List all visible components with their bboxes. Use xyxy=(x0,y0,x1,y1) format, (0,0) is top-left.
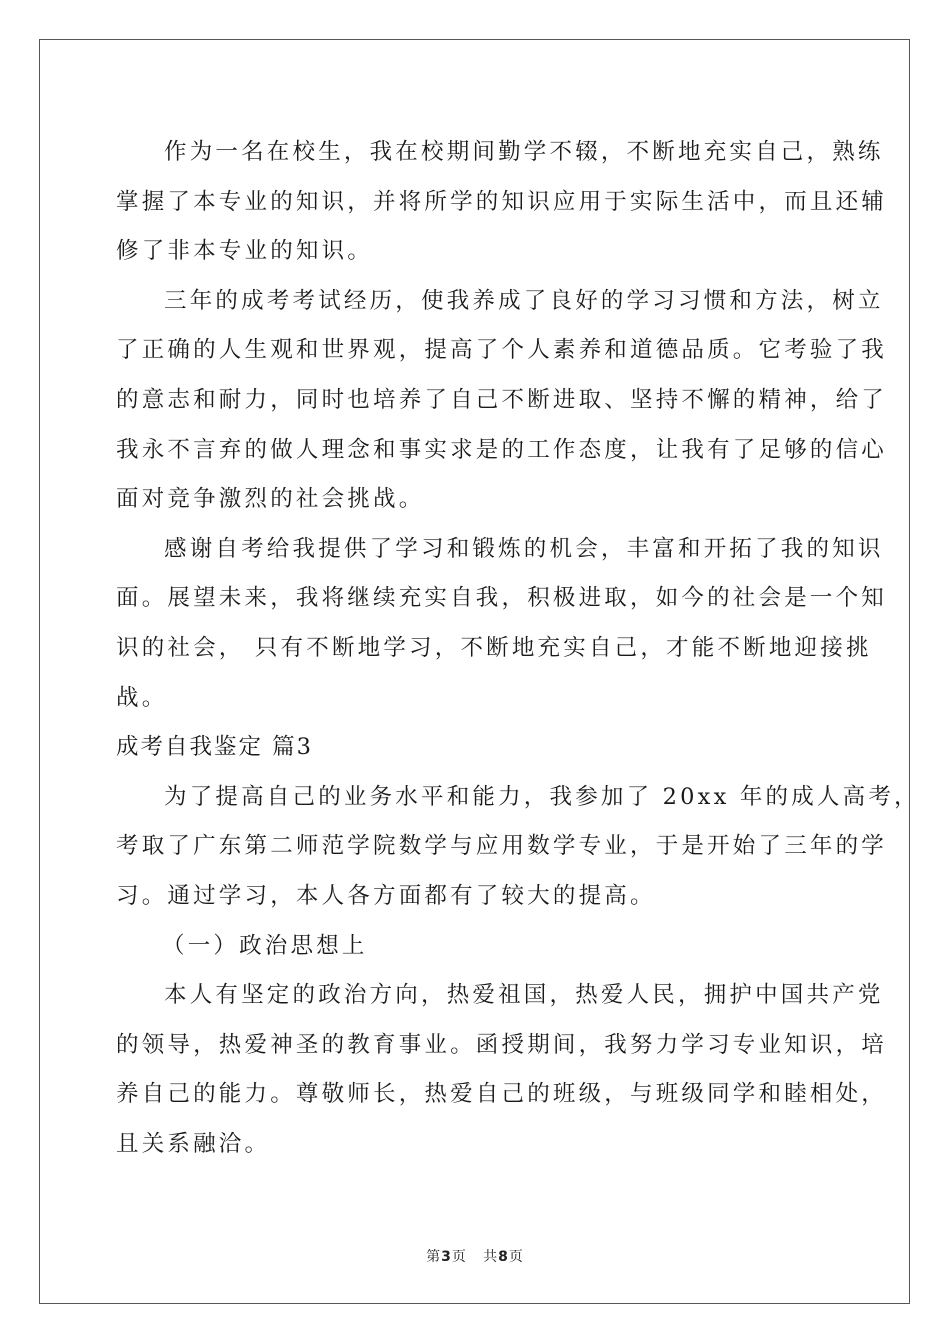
page-footer xyxy=(0,1246,950,1266)
paragraph-line: 习。通过学习，本人各方面都有了较大的提高。 xyxy=(116,882,656,909)
paragraph-line: 本人有坚定的政治方向，热爱祖国，热爱人民，拥护中国共产党 xyxy=(164,982,884,1009)
paragraph-line: 为了提高自己的业务水平和能力，我参加了 20xx 年的成人高考， xyxy=(164,783,920,810)
total-label-prefix: 共 xyxy=(483,1249,499,1265)
paragraph-line: 作为一名在校生，我在校期间勤学不辍，不断地充实自己，熟练 xyxy=(164,139,884,165)
total-label-suffix: 页 xyxy=(508,1249,524,1265)
paragraph-line: 考取了广东第二师范学院数学与应用数学专业，于是开始了三年的学 xyxy=(116,833,888,860)
paragraph-line: 面对竞争激烈的社会挑战。 xyxy=(116,486,425,513)
paragraph-line: 感谢自考给我提供了学习和锻炼的机会，丰富和开拓了我的知识 xyxy=(164,535,884,562)
paragraph-line: 识的社会， 只有不断地学习，不断地充实自己，才能不断地迎接挑 xyxy=(116,634,872,661)
document-body xyxy=(116,128,920,1169)
paragraph-line: 的领导，热爱神圣的教育事业。函授期间，我努力学习专业知识，培 xyxy=(116,1031,888,1058)
page-label-suffix: 页 xyxy=(451,1249,467,1265)
paragraph-line: 我永不言弃的做人理念和事实求是的工作态度，让我有了足够的信心 xyxy=(116,436,888,463)
paragraph-line: 修了非本专业的知识。 xyxy=(116,238,374,265)
total-pages: 8 xyxy=(498,1249,509,1265)
paragraph-line: 且关系融洽。 xyxy=(116,1130,271,1157)
paragraph-line: 了正确的人生观和世界观，提高了个人素养和道德品质。它考验了我 xyxy=(116,337,888,364)
paragraph-line: 面。展望未来，我将继续充实自我，积极进取，如今的社会是一个知 xyxy=(116,585,888,612)
section-heading: 成考自我鉴定 篇3 xyxy=(116,734,313,761)
paragraph-line: 掌握了本专业的知识，并将所学的知识应用于实际生活中，而且还辅 xyxy=(116,188,888,215)
subsection-heading: （一）政治思想上 xyxy=(162,932,368,959)
paragraph-line: 三年的成考考试经历，使我养成了良好的学习习惯和方法，树立 xyxy=(164,287,884,314)
paragraph-line: 的意志和耐力，同时也培养了自己不断进取、坚持不懈的精神，给了 xyxy=(116,386,888,413)
paragraph-line: 养自己的能力。尊敬师长，热爱自己的班级，与班级同学和睦相处， xyxy=(116,1081,888,1108)
paragraph-line: 战。 xyxy=(116,684,168,711)
page-label-prefix: 第 xyxy=(426,1249,442,1265)
page-number: 3 xyxy=(441,1249,452,1265)
